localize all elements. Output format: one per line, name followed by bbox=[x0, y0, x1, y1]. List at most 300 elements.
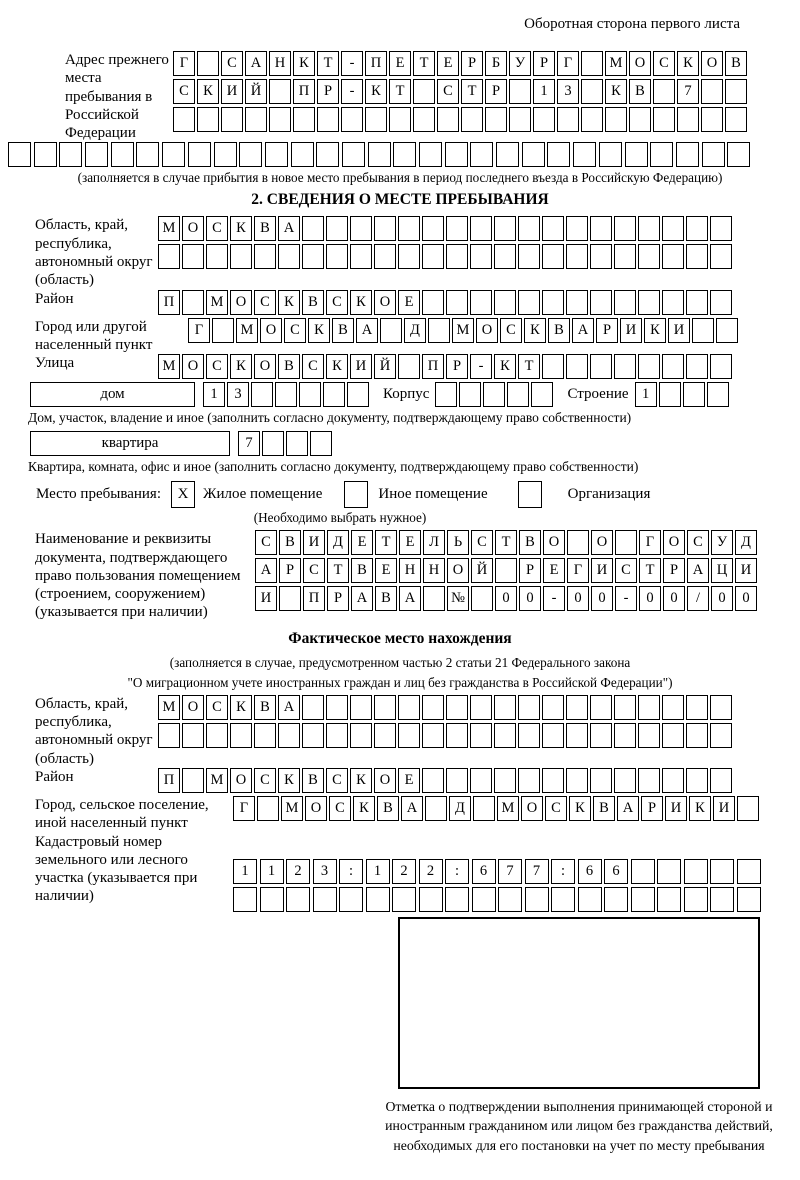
char-cell[interactable] bbox=[683, 382, 705, 407]
char-cell[interactable]: И bbox=[620, 318, 642, 343]
char-cell[interactable]: 2 bbox=[392, 859, 416, 884]
char-cell[interactable]: М bbox=[236, 318, 258, 343]
char-cell[interactable] bbox=[590, 354, 612, 379]
char-cell[interactable] bbox=[389, 107, 411, 132]
char-cell[interactable] bbox=[422, 216, 444, 241]
char-cell[interactable]: 0 bbox=[711, 586, 733, 611]
checkbox-organization[interactable] bbox=[518, 481, 542, 508]
char-cell[interactable] bbox=[567, 530, 589, 555]
char-cell[interactable]: О bbox=[374, 290, 396, 315]
char-cell[interactable] bbox=[495, 558, 517, 583]
char-cell[interactable] bbox=[472, 887, 496, 912]
char-cell[interactable]: О bbox=[663, 530, 685, 555]
char-cell[interactable] bbox=[398, 354, 420, 379]
char-cell[interactable]: И bbox=[713, 796, 735, 821]
char-cell[interactable] bbox=[710, 244, 732, 269]
char-cell[interactable]: В bbox=[351, 558, 373, 583]
char-cell[interactable] bbox=[625, 142, 648, 167]
char-cell[interactable] bbox=[590, 290, 612, 315]
char-cell[interactable]: О bbox=[447, 558, 469, 583]
char-cell[interactable] bbox=[710, 887, 734, 912]
char-cell[interactable] bbox=[413, 107, 435, 132]
char-cell[interactable] bbox=[293, 107, 315, 132]
char-cell[interactable] bbox=[701, 79, 723, 104]
char-cell[interactable]: И bbox=[221, 79, 243, 104]
char-cell[interactable]: И bbox=[668, 318, 690, 343]
char-cell[interactable] bbox=[638, 244, 660, 269]
char-cell[interactable] bbox=[542, 695, 564, 720]
char-cell[interactable] bbox=[316, 142, 339, 167]
char-cell[interactable]: В bbox=[593, 796, 615, 821]
char-cell[interactable] bbox=[471, 586, 493, 611]
char-cell[interactable] bbox=[446, 768, 468, 793]
char-cell[interactable]: / bbox=[687, 586, 709, 611]
char-cell[interactable] bbox=[182, 244, 204, 269]
char-cell[interactable] bbox=[326, 216, 348, 241]
char-cell[interactable] bbox=[498, 887, 522, 912]
char-cell[interactable]: Р bbox=[485, 79, 507, 104]
char-cell[interactable] bbox=[676, 142, 699, 167]
char-cell[interactable]: 0 bbox=[735, 586, 757, 611]
char-cell[interactable] bbox=[374, 244, 396, 269]
char-cell[interactable] bbox=[446, 290, 468, 315]
char-cell[interactable] bbox=[542, 290, 564, 315]
char-cell[interactable] bbox=[239, 142, 262, 167]
char-cell[interactable]: М bbox=[158, 354, 180, 379]
char-cell[interactable]: К bbox=[308, 318, 330, 343]
char-cell[interactable]: П bbox=[158, 768, 180, 793]
char-cell[interactable]: Н bbox=[269, 51, 291, 76]
char-cell[interactable]: Р bbox=[641, 796, 663, 821]
char-cell[interactable]: А bbox=[255, 558, 277, 583]
char-cell[interactable] bbox=[614, 244, 636, 269]
char-cell[interactable] bbox=[425, 796, 447, 821]
char-cell[interactable]: А bbox=[399, 586, 421, 611]
char-cell[interactable] bbox=[557, 107, 579, 132]
char-cell[interactable] bbox=[692, 318, 714, 343]
char-cell[interactable] bbox=[662, 768, 684, 793]
char-cell[interactable]: К bbox=[293, 51, 315, 76]
char-cell[interactable]: Г bbox=[173, 51, 195, 76]
char-cell[interactable]: 0 bbox=[591, 586, 613, 611]
char-cell[interactable] bbox=[710, 723, 732, 748]
char-cell[interactable]: С bbox=[255, 530, 277, 555]
char-cell[interactable] bbox=[422, 723, 444, 748]
char-cell[interactable]: Д bbox=[735, 530, 757, 555]
char-cell[interactable]: П bbox=[365, 51, 387, 76]
char-cell[interactable] bbox=[313, 887, 337, 912]
char-cell[interactable] bbox=[85, 142, 108, 167]
char-cell[interactable] bbox=[206, 723, 228, 748]
char-cell[interactable] bbox=[710, 859, 734, 884]
char-cell[interactable] bbox=[542, 768, 564, 793]
char-cell[interactable] bbox=[581, 51, 603, 76]
char-cell[interactable] bbox=[684, 887, 708, 912]
char-cell[interactable]: Л bbox=[423, 530, 445, 555]
char-cell[interactable]: Й bbox=[374, 354, 396, 379]
char-cell[interactable]: В bbox=[519, 530, 541, 555]
char-cell[interactable]: А bbox=[245, 51, 267, 76]
char-cell[interactable] bbox=[188, 142, 211, 167]
char-cell[interactable] bbox=[599, 142, 622, 167]
char-cell[interactable]: О bbox=[476, 318, 498, 343]
char-cell[interactable] bbox=[257, 796, 279, 821]
char-cell[interactable]: М bbox=[605, 51, 627, 76]
char-cell[interactable] bbox=[494, 244, 516, 269]
char-cell[interactable] bbox=[470, 723, 492, 748]
char-cell[interactable]: Г bbox=[557, 51, 579, 76]
char-cell[interactable] bbox=[393, 142, 416, 167]
char-cell[interactable] bbox=[275, 382, 297, 407]
char-cell[interactable]: С bbox=[471, 530, 493, 555]
char-cell[interactable] bbox=[702, 142, 725, 167]
char-cell[interactable] bbox=[278, 244, 300, 269]
char-cell[interactable]: Е bbox=[399, 530, 421, 555]
char-cell[interactable]: А bbox=[572, 318, 594, 343]
char-cell[interactable]: 0 bbox=[663, 586, 685, 611]
char-cell[interactable] bbox=[518, 695, 540, 720]
char-cell[interactable]: К bbox=[278, 768, 300, 793]
char-cell[interactable]: Р bbox=[279, 558, 301, 583]
char-cell[interactable] bbox=[590, 244, 612, 269]
char-cell[interactable]: С bbox=[500, 318, 522, 343]
char-cell[interactable] bbox=[542, 216, 564, 241]
char-cell[interactable] bbox=[162, 142, 185, 167]
char-cell[interactable] bbox=[710, 695, 732, 720]
char-cell[interactable] bbox=[470, 768, 492, 793]
char-cell[interactable]: К bbox=[197, 79, 219, 104]
char-cell[interactable] bbox=[173, 107, 195, 132]
char-cell[interactable]: - bbox=[543, 586, 565, 611]
char-cell[interactable]: Т bbox=[375, 530, 397, 555]
char-cell[interactable] bbox=[445, 142, 468, 167]
char-cell[interactable] bbox=[214, 142, 237, 167]
char-cell[interactable] bbox=[265, 142, 288, 167]
char-cell[interactable]: В bbox=[278, 354, 300, 379]
char-cell[interactable]: 2 bbox=[286, 859, 310, 884]
char-cell[interactable] bbox=[366, 887, 390, 912]
char-cell[interactable]: О bbox=[182, 695, 204, 720]
char-cell[interactable] bbox=[686, 216, 708, 241]
char-cell[interactable] bbox=[614, 354, 636, 379]
char-cell[interactable] bbox=[518, 244, 540, 269]
char-cell[interactable] bbox=[221, 107, 243, 132]
char-cell[interactable]: 1 bbox=[260, 859, 284, 884]
char-cell[interactable] bbox=[317, 107, 339, 132]
char-cell[interactable]: К bbox=[230, 216, 252, 241]
char-cell[interactable]: М bbox=[158, 695, 180, 720]
char-cell[interactable] bbox=[158, 244, 180, 269]
char-cell[interactable]: Г bbox=[567, 558, 589, 583]
char-cell[interactable]: Т bbox=[495, 530, 517, 555]
char-cell[interactable] bbox=[566, 768, 588, 793]
checkbox-residential[interactable]: X bbox=[171, 481, 195, 508]
char-cell[interactable] bbox=[111, 142, 134, 167]
char-cell[interactable]: С bbox=[302, 354, 324, 379]
char-cell[interactable] bbox=[374, 216, 396, 241]
char-cell[interactable] bbox=[286, 887, 310, 912]
char-cell[interactable] bbox=[339, 887, 363, 912]
char-cell[interactable]: Т bbox=[413, 51, 435, 76]
char-cell[interactable] bbox=[422, 290, 444, 315]
char-cell[interactable]: С bbox=[437, 79, 459, 104]
char-cell[interactable] bbox=[245, 107, 267, 132]
char-cell[interactable]: В bbox=[279, 530, 301, 555]
char-cell[interactable]: М bbox=[206, 768, 228, 793]
char-cell[interactable]: И bbox=[591, 558, 613, 583]
char-cell[interactable] bbox=[341, 107, 363, 132]
char-cell[interactable] bbox=[392, 887, 416, 912]
char-cell[interactable] bbox=[737, 796, 759, 821]
char-cell[interactable]: С bbox=[326, 290, 348, 315]
char-cell[interactable] bbox=[206, 244, 228, 269]
char-cell[interactable] bbox=[662, 290, 684, 315]
char-cell[interactable]: О bbox=[374, 768, 396, 793]
char-cell[interactable]: 2 bbox=[419, 859, 443, 884]
char-cell[interactable]: 6 bbox=[472, 859, 496, 884]
char-cell[interactable]: К bbox=[605, 79, 627, 104]
char-cell[interactable] bbox=[299, 382, 321, 407]
char-cell[interactable] bbox=[509, 79, 531, 104]
char-cell[interactable] bbox=[737, 859, 761, 884]
char-cell[interactable] bbox=[446, 695, 468, 720]
char-cell[interactable]: К bbox=[353, 796, 375, 821]
char-cell[interactable] bbox=[342, 142, 365, 167]
char-cell[interactable]: 0 bbox=[519, 586, 541, 611]
char-cell[interactable] bbox=[398, 244, 420, 269]
char-cell[interactable]: Т bbox=[518, 354, 540, 379]
char-cell[interactable]: И bbox=[665, 796, 687, 821]
char-cell[interactable] bbox=[262, 431, 284, 456]
char-cell[interactable]: И bbox=[303, 530, 325, 555]
char-cell[interactable] bbox=[525, 887, 549, 912]
char-cell[interactable] bbox=[212, 318, 234, 343]
char-cell[interactable]: Г bbox=[639, 530, 661, 555]
char-cell[interactable] bbox=[518, 768, 540, 793]
char-cell[interactable]: К bbox=[230, 695, 252, 720]
char-cell[interactable] bbox=[446, 216, 468, 241]
char-cell[interactable]: 0 bbox=[495, 586, 517, 611]
char-cell[interactable]: К bbox=[350, 768, 372, 793]
char-cell[interactable]: О bbox=[230, 768, 252, 793]
char-cell[interactable]: К bbox=[365, 79, 387, 104]
char-cell[interactable]: : bbox=[445, 859, 469, 884]
char-cell[interactable] bbox=[494, 216, 516, 241]
char-cell[interactable] bbox=[614, 768, 636, 793]
char-cell[interactable] bbox=[380, 318, 402, 343]
char-cell[interactable]: № bbox=[447, 586, 469, 611]
char-cell[interactable] bbox=[566, 216, 588, 241]
char-cell[interactable] bbox=[182, 723, 204, 748]
char-cell[interactable] bbox=[446, 723, 468, 748]
char-cell[interactable] bbox=[509, 107, 531, 132]
char-cell[interactable]: Р bbox=[327, 586, 349, 611]
char-cell[interactable]: 6 bbox=[604, 859, 628, 884]
char-cell[interactable]: К bbox=[524, 318, 546, 343]
char-cell[interactable] bbox=[470, 695, 492, 720]
char-cell[interactable] bbox=[590, 216, 612, 241]
char-cell[interactable]: М bbox=[206, 290, 228, 315]
char-cell[interactable]: С bbox=[545, 796, 567, 821]
char-cell[interactable]: Т bbox=[639, 558, 661, 583]
char-cell[interactable]: О bbox=[230, 290, 252, 315]
char-cell[interactable]: В bbox=[254, 216, 276, 241]
char-cell[interactable]: С bbox=[329, 796, 351, 821]
char-cell[interactable] bbox=[197, 107, 219, 132]
char-cell[interactable] bbox=[518, 723, 540, 748]
char-cell[interactable] bbox=[494, 290, 516, 315]
char-cell[interactable]: Й bbox=[471, 558, 493, 583]
char-cell[interactable]: У bbox=[509, 51, 531, 76]
char-cell[interactable] bbox=[518, 216, 540, 241]
char-cell[interactable]: С bbox=[206, 695, 228, 720]
char-cell[interactable]: Р bbox=[446, 354, 468, 379]
char-cell[interactable]: В bbox=[302, 290, 324, 315]
char-cell[interactable]: С bbox=[254, 768, 276, 793]
char-cell[interactable]: П bbox=[422, 354, 444, 379]
char-cell[interactable] bbox=[677, 107, 699, 132]
char-cell[interactable] bbox=[302, 723, 324, 748]
char-cell[interactable] bbox=[638, 290, 660, 315]
char-cell[interactable] bbox=[302, 216, 324, 241]
char-cell[interactable]: О bbox=[521, 796, 543, 821]
char-cell[interactable] bbox=[605, 107, 627, 132]
char-cell[interactable] bbox=[657, 887, 681, 912]
char-cell[interactable] bbox=[578, 887, 602, 912]
char-cell[interactable] bbox=[446, 244, 468, 269]
char-cell[interactable] bbox=[365, 107, 387, 132]
char-cell[interactable] bbox=[662, 216, 684, 241]
char-cell[interactable] bbox=[686, 768, 708, 793]
char-cell[interactable]: 7 bbox=[498, 859, 522, 884]
char-cell[interactable]: С bbox=[206, 216, 228, 241]
char-cell[interactable] bbox=[470, 290, 492, 315]
char-cell[interactable]: В bbox=[375, 586, 397, 611]
char-cell[interactable]: К bbox=[689, 796, 711, 821]
char-cell[interactable]: 6 bbox=[578, 859, 602, 884]
char-cell[interactable]: И bbox=[255, 586, 277, 611]
char-cell[interactable] bbox=[459, 382, 481, 407]
char-cell[interactable] bbox=[260, 887, 284, 912]
char-cell[interactable]: 0 bbox=[567, 586, 589, 611]
char-cell[interactable]: Т bbox=[317, 51, 339, 76]
char-cell[interactable] bbox=[581, 79, 603, 104]
char-cell[interactable]: К bbox=[494, 354, 516, 379]
char-cell[interactable]: 3 bbox=[313, 859, 337, 884]
char-cell[interactable] bbox=[423, 586, 445, 611]
char-cell[interactable] bbox=[278, 723, 300, 748]
char-cell[interactable]: О bbox=[182, 354, 204, 379]
char-cell[interactable]: 3 bbox=[557, 79, 579, 104]
char-cell[interactable]: С bbox=[254, 290, 276, 315]
char-cell[interactable]: М bbox=[158, 216, 180, 241]
char-cell[interactable]: С bbox=[687, 530, 709, 555]
char-cell[interactable]: М bbox=[497, 796, 519, 821]
char-cell[interactable] bbox=[483, 382, 505, 407]
char-cell[interactable] bbox=[566, 354, 588, 379]
char-cell[interactable] bbox=[485, 107, 507, 132]
char-cell[interactable] bbox=[422, 695, 444, 720]
char-cell[interactable] bbox=[254, 244, 276, 269]
char-cell[interactable]: - bbox=[341, 51, 363, 76]
char-cell[interactable] bbox=[136, 142, 159, 167]
char-cell[interactable] bbox=[310, 431, 332, 456]
char-cell[interactable]: Е bbox=[375, 558, 397, 583]
char-cell[interactable] bbox=[701, 107, 723, 132]
char-cell[interactable] bbox=[710, 216, 732, 241]
char-cell[interactable]: П bbox=[293, 79, 315, 104]
char-cell[interactable] bbox=[507, 382, 529, 407]
char-cell[interactable]: Р bbox=[461, 51, 483, 76]
char-cell[interactable] bbox=[326, 695, 348, 720]
char-cell[interactable]: В bbox=[332, 318, 354, 343]
char-cell[interactable]: О bbox=[591, 530, 613, 555]
checkbox-other-premise[interactable] bbox=[344, 481, 368, 508]
char-cell[interactable] bbox=[350, 695, 372, 720]
char-cell[interactable] bbox=[445, 887, 469, 912]
char-cell[interactable] bbox=[542, 723, 564, 748]
char-cell[interactable]: К bbox=[644, 318, 666, 343]
char-cell[interactable] bbox=[686, 290, 708, 315]
char-cell[interactable]: 1 bbox=[203, 382, 225, 407]
char-cell[interactable] bbox=[725, 79, 747, 104]
char-cell[interactable] bbox=[398, 723, 420, 748]
char-cell[interactable] bbox=[725, 107, 747, 132]
char-cell[interactable] bbox=[659, 382, 681, 407]
char-cell[interactable] bbox=[686, 354, 708, 379]
char-cell[interactable] bbox=[542, 244, 564, 269]
char-cell[interactable] bbox=[494, 768, 516, 793]
char-cell[interactable] bbox=[419, 887, 443, 912]
char-cell[interactable] bbox=[638, 354, 660, 379]
char-cell[interactable] bbox=[470, 142, 493, 167]
char-cell[interactable] bbox=[182, 768, 204, 793]
char-cell[interactable]: А bbox=[351, 586, 373, 611]
char-cell[interactable]: Т bbox=[461, 79, 483, 104]
char-cell[interactable] bbox=[614, 290, 636, 315]
char-cell[interactable]: Е bbox=[398, 768, 420, 793]
char-cell[interactable] bbox=[419, 142, 442, 167]
char-cell[interactable] bbox=[470, 244, 492, 269]
char-cell[interactable]: А bbox=[401, 796, 423, 821]
char-cell[interactable] bbox=[662, 354, 684, 379]
char-cell[interactable] bbox=[662, 695, 684, 720]
char-cell[interactable] bbox=[34, 142, 57, 167]
char-cell[interactable] bbox=[182, 290, 204, 315]
char-cell[interactable] bbox=[435, 382, 457, 407]
char-cell[interactable] bbox=[710, 768, 732, 793]
char-cell[interactable] bbox=[494, 695, 516, 720]
char-cell[interactable] bbox=[302, 695, 324, 720]
char-cell[interactable] bbox=[590, 768, 612, 793]
char-cell[interactable]: К bbox=[350, 290, 372, 315]
char-cell[interactable]: Р bbox=[317, 79, 339, 104]
char-cell[interactable] bbox=[279, 586, 301, 611]
char-cell[interactable] bbox=[638, 723, 660, 748]
char-cell[interactable]: Е bbox=[398, 290, 420, 315]
char-cell[interactable]: 7 bbox=[525, 859, 549, 884]
char-cell[interactable] bbox=[461, 107, 483, 132]
char-cell[interactable]: - bbox=[341, 79, 363, 104]
char-cell[interactable] bbox=[614, 216, 636, 241]
char-cell[interactable]: Р bbox=[533, 51, 555, 76]
char-cell[interactable]: В bbox=[629, 79, 651, 104]
char-cell[interactable] bbox=[374, 695, 396, 720]
char-cell[interactable]: О bbox=[254, 354, 276, 379]
char-cell[interactable]: : bbox=[339, 859, 363, 884]
char-cell[interactable] bbox=[590, 723, 612, 748]
char-cell[interactable]: К bbox=[230, 354, 252, 379]
